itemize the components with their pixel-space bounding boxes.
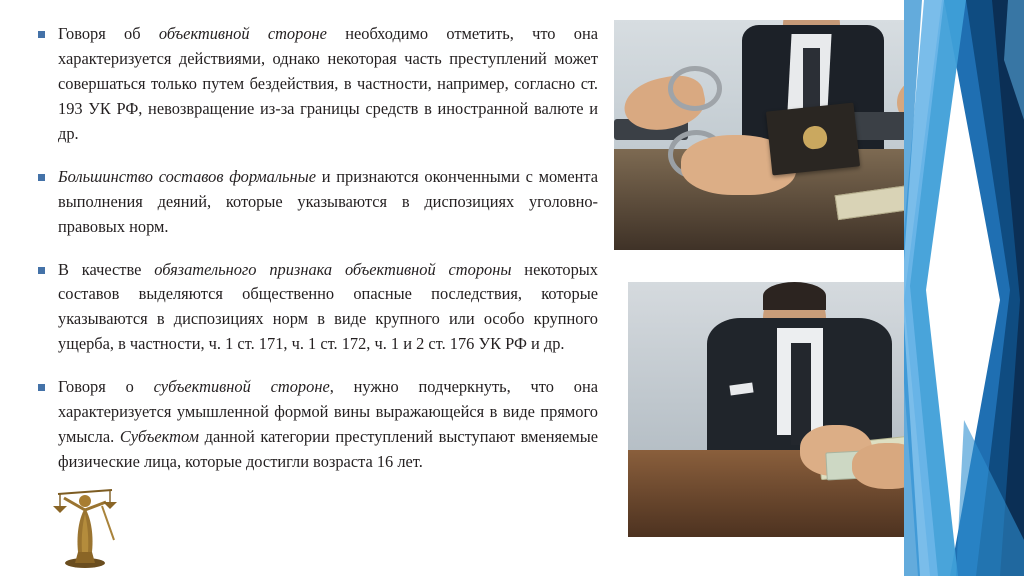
bullet-3-seg-0: В качестве	[58, 259, 155, 279]
photo-handcuffs-passport	[614, 20, 951, 250]
bullet-1-seg-1: объективной стороне	[158, 24, 327, 43]
bullet-marker-icon	[38, 375, 58, 394]
photo-counting-money	[628, 282, 958, 537]
bullet-4-seg-1: субъективной стороне	[153, 377, 330, 397]
bullet-3-seg-1: обязательного признака объективной стороны	[154, 259, 512, 279]
bullet-text-4	[58, 375, 598, 475]
bullet-marker-icon	[38, 22, 58, 41]
bullet-text-2	[58, 165, 598, 240]
bullet-item	[38, 375, 598, 475]
bullet-4-seg-0: Говоря о	[58, 377, 154, 397]
bullet-3-seg-2: некоторых составов выделяются общественно опасные последствия, которые указываются в диспозициях норм в виде крупного или особо крупного ущерба, в частности, ч. 1 ст. 171, ч. 1 ст. 172, ч. 1 и 2 ст. 176 УК РФ и др.	[58, 259, 598, 354]
bullet-marker-icon	[38, 258, 58, 277]
bullet-4-seg-2: , нужно подчеркнуть, что она характеризуется умышленной формой вины выражающейся в виде прямого умысла.	[58, 377, 598, 447]
bullet-2-seg-0: Большинство составов формальные	[58, 166, 316, 186]
bullet-4-seg-4: данной категории преступлений выступают вменяемые физические лица, которые достигли возраста 16 лет.	[58, 427, 598, 472]
bullet-text-3	[58, 258, 598, 358]
bullet-1-seg-0: Говоря об	[58, 24, 159, 43]
justice-statue-icon	[42, 468, 128, 568]
bullet-marker-icon	[38, 165, 58, 184]
bullet-text-1	[58, 22, 598, 147]
bullet-1-seg-2: необходимо отметить, что она характеризуется действиями, однако некоторая часть преступлений может совершаться только путем бездействия, в частности, например, согласно ст. 193 УК РФ, невозвращение из-за границы средств в иностранной валюте и др.	[58, 24, 598, 143]
bullet-item	[38, 258, 598, 358]
bullet-item	[38, 22, 598, 147]
bullet-4-seg-3: Субъектом	[119, 427, 199, 447]
bullet-2-seg-1: и признаются оконченными с момента выполнения деяний, которые указываются в диспозициях уголовно-правовых норм.	[58, 166, 598, 236]
bullet-item	[38, 165, 598, 240]
slide-body	[38, 22, 598, 493]
